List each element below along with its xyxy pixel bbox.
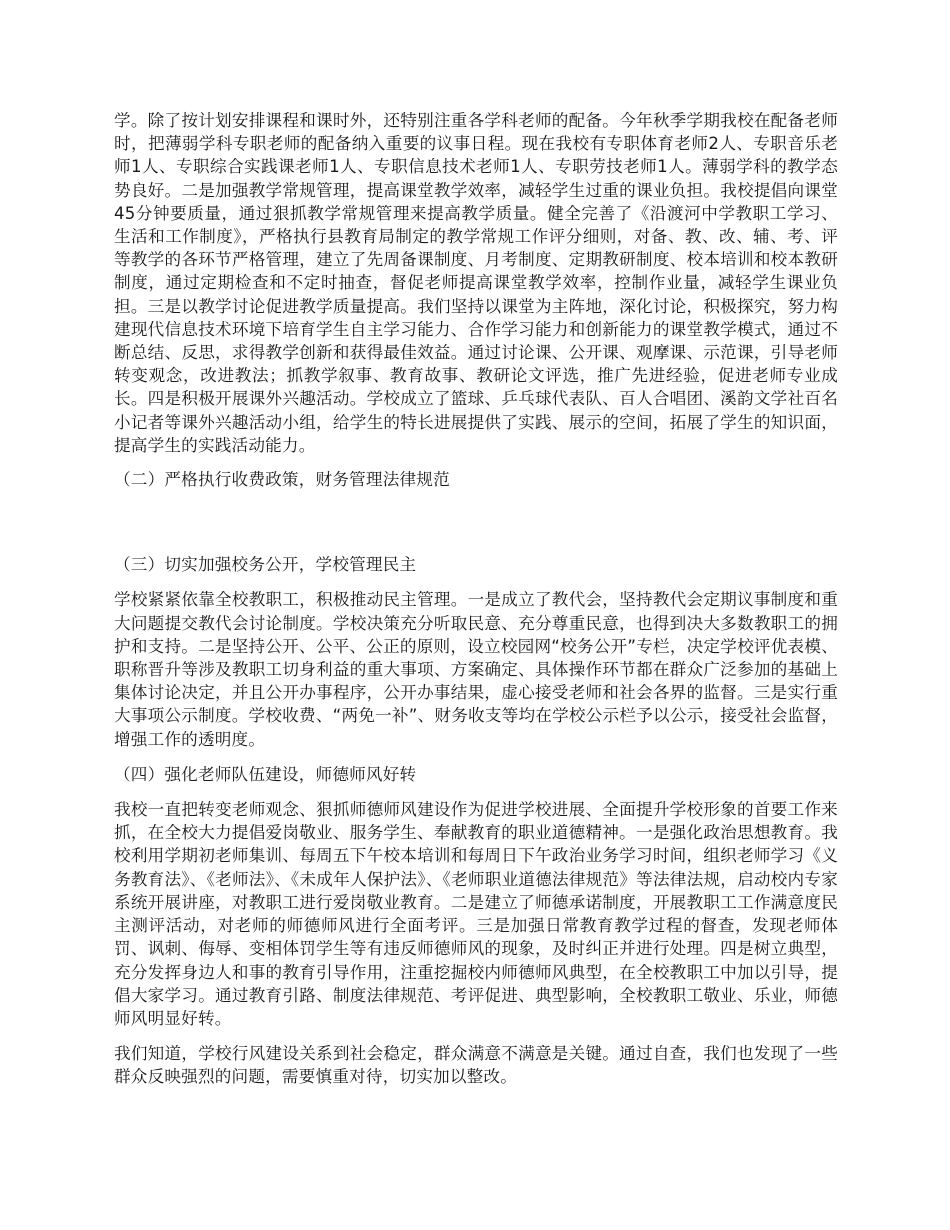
section-heading-openness: （三）切实加强校务公开，学校管理民主	[114, 555, 417, 575]
document-page	[114, 109, 838, 1089]
body-paragraph-teachers: 我校一直把转变老师观念、狠抓师德师风建设作为促进学校进展、全面提升学校形象的首要工作来抓，在全校大力提倡爱岗敬业、服务学生、奉献教育的职业道德精神。一是强化政治思想教育。我校利用学期初老师集训、每周五下午校本培训和每周日下午政治业务学习时间，组织老师学习《义务教育法》、《老师法》、《未成年人保护法》、《老师职业道德法律规范》等法律法规，启动校内专家系统开展讲座，对教职工进行爱岗敬业教育。二是建立了师德承诺制度，开展教职工工作满意度民主测评活动，对老师的师德师风进行全面考评。三是加强日常教育教学过程的督查，发现老师体罚、讽刺、侮辱、变相体罚学生等有违反师德师风的现象，及时纠正并进行处理。四是树立典型，充分发挥身边人和事的教育引导作用，注重挖掘校内师德师风典型，在全校教职工中加以引导，提倡大家学习。通过教育引路、制度法律规范、考评促进、典型影响，全校教职工敬业、乐业，师德师风明显好转。	[114, 800, 838, 1028]
section-heading-fees: （二）严格执行收费政策，财务管理法律规范	[114, 470, 450, 490]
body-paragraph-conclusion: 我们知道，学校行风建设关系到社会稳定，群众满意不满意是关键。通过自查，我们也发现了一些群众反映强烈的问题，需要慎重对待，切实加以整改。	[114, 1044, 838, 1087]
body-paragraph-openness: 学校紧紧依靠全校教职工，积极推动民主管理。一是成立了教代会，坚持教代会定期议事制度和重大问题提交教代会讨论制度。学校决策充分听取民意、充分尊重民意，也得到决大多数教职工的拥护和支持。二是坚持公开、公平、公正的原则，设立校园网“校务公开”专栏，决定学校评优表模、职称晋升等涉及教职工切身利益的重大事项、方案确定、具体操作环节都在群众广泛参加的基础上集体讨论决定，并且公开办事程序，公开办事结果，虚心接受老师和社会各界的监督。三是实行重大事项公示制度。学校收费、“两免一补”、财务收支等均在学校公示栏予以公示，接受社会监督，增强工作的透明度。	[114, 590, 838, 749]
body-paragraph-teaching: 学。除了按计划安排课程和课时外，还特别注重各学科老师的配备。今年秋季学期我校在配备老师时，把薄弱学科专职老师的配备纳入重要的议事日程。现在我校有专职体育老师2人、专职音乐老师1人、专职综合实践课老师1人、专职信息技术老师1人、专职劳技老师1人。薄弱学科的教学态势良好。二是加强教学常规管理，提高课堂教学效率，减轻学生过重的课业负担。我校提倡向课堂45分钟要质量，通过狠抓教学常规管理来提高教学质量。健全完善了《沿渡河中学教职工学习、生活和工作制度》，严格执行县教育局制定的教学常规工作评分细则，对备、教、改、辅、考、评等教学的各环节严格管理，建立了先周备课制度、月考制度、定期教研制度、校本培训和校本教研制度，通过定期检查和不定时抽查，督促老师提高课堂教学效率，控制作业量，减轻学生课业负担。三是以教学讨论促进教学质量提高。我们坚持以课堂为主阵地，深化讨论，积极探究，努力构建现代信息技术环境下培育学生自主学习能力、合作学习能力和创新能力的课堂教学模式，通过不断总结、反思，求得教学创新和获得最佳效益。通过讨论课、公开课、观摩课、示范课，引导老师转变观念，改进教法；抓教学叙事、教育故事、教研论文评选，推广先进经验，促进老师专业成长。四是积极开展课外兴趣活动。学校成立了篮球、乒乓球代表队、百人合唱团、溪韵文学社百名小记者等课外兴趣活动小组，给学生的特长进展提供了实践、展示的空间，拓展了学生的知识面，提高学生的实践活动能力。	[114, 111, 838, 455]
section-heading-teachers: （四）强化老师队伍建设，师德师风好转	[114, 764, 417, 784]
